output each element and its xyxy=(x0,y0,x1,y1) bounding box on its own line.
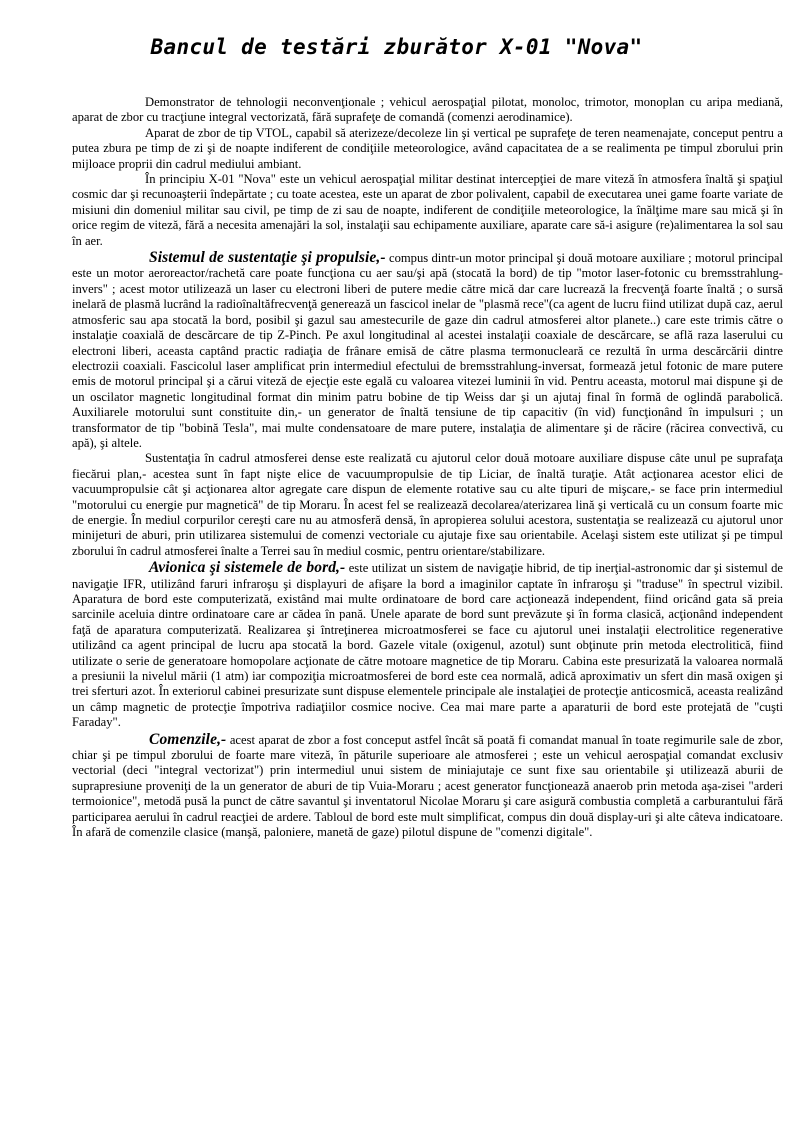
intro-paragraph: În principiu X-01 "Nova" este un vehicul aerospaţial militar destinat intercepţiei de mare viteză în atmosfera înaltă şi spaţiul cosmic dar şi recunoaşterii îndepărtate ; cu toate acestea, este un aparat de zbor polivalent, capabil de executarea unei game foarte variate de misiuni din domeniul militar sau civil, pe timp de zi sau de noapte, indiferent de condiţiile meteorologice, la înălţime mare sau mică şi în orice regim de viteză, fără a necesita amenajări la sol, instalaţii sau echipamente auxiliare, aparate care să-i asigure (re)alimentarea la sol sau în aer. xyxy=(72,172,783,248)
section-avionics xyxy=(72,560,783,730)
section-controls xyxy=(72,732,783,841)
document-body xyxy=(72,95,783,841)
section-paragraph: Sustentaţia în cadrul atmosferei dense este realizată cu ajutorul celor două motoare auxiliare dispuse câte unul pe suprafaţa fiecărui plan,- acestea sunt în fapt nişte elice de vacuumpropulsie de tip Liciar, de înaltă turaţie. Atât acţionarea acestor elici de vacuumpropulsie cât şi acţionarea altor agregate care dispun de elemente rotative sau cu alte tipuri de mişcare,- se face prin intermediul "motorului cu energie pur magnetică" de tip Moraru. În acest fel se realizează decolarea/aterizarea lină şi verticală cu un consum foarte mic de energie. În mediul corpurilor cereşti care nu au atmosferă densă, în apropierea solului acestora, sustentaţia se realizează cu ajutorul unor minijeturi de aburi, prin utilizarea sistemului de comenzi vectoriale cu ajutaje fixe sau orientabile. Acelaşi sistem este utilizat şi pe timpul zborului în cadrul atmosferei înalte a Terrei sau în mediul cosmic, pentru orientare/stabilizare. xyxy=(72,451,783,558)
section-propulsion xyxy=(72,250,783,451)
section-paragraph: este utilizat un sistem de navigaţie hibrid, de tip inerţial-astronomic dar şi sistemul de navigaţie IFR, utilizând faruri infraroşu şi displayuri de afişare la bord a imaginilor captate în infraroşu şi "traduse" în spectrul vizibil. Aparatura de bord este computerizată, existând mai multe ordinatoare de bord care acţionează independent, fiind oricând gata să preia sarcinile aceluia dintre ordinatoare care ar cădea în pană. Unele aparate de bord sunt prevăzute şi în forma clasică, acţionând independent faţă de aparatura computerizată. Realizarea şi întreţinerea microatmosferei se face cu ajutorul unei instalaţii electrolitice regenerative utilizând ca agent principal de lucru apa stocată la bord. Gazele vitale (oxigenul, azotul) sunt obţinute prin metoda electrolitică, fiind utilizate o serie de generatoare homopolare acţionate de către motoare magnetice de tip Moraru. Cabina este presurizată la valoarea normală a presiunii la nivelul mării (1 atm) iar compoziţia microatmosferei de bord este cea normală, adică aproximativ un sfert din masă oxigen şi trei sferturi azot. În exteriorul cabinei presurizate sunt dispuse elementele principale ale instalaţiei de protecţie anticosmică, aceasta realizând un câmp magnetic de protecţie împotriva radiaţiilor cosmice nocive. Cea mai mare parte a aparaturii de bord este protejată de "cuşti Faraday". xyxy=(72,561,783,730)
intro-paragraph: Demonstrator de tehnologii neconvenţionale ; vehicul aerospaţial pilotat, monoloc, trimotor, monoplan cu aripa mediană, aparat de zbor cu tracţiune integral vectorizată, fără suprafeţe de comandă (comenzi aerodinamice). xyxy=(72,95,783,125)
document-title: Bancul de testări zburător X-01 "Nova" xyxy=(150,35,643,59)
section-paragraph: compus dintr-un motor principal şi două motoare auxiliare ; motorul principal este un motor aeroreactor/rachetă care poate funcţiona cu aer sau/şi apă (stocată la bord) de tip "motor laser-fotonic cu bremsstrahlung-invers" ; acest motor utilizează un laser cu electroni liberi de putere medie către mică dar care lucrează la frecvenţă foarte înaltă ; o sursă inelară de plasmă lucrând la radioînaltăfrecvenţă generează un fascicol inelar de "plasmă rece"(ca agent de lucru fiind utilizat după caz, aerul atmosferic sau apa stocată la bord, posibil şi gazul sau amestecurile de gaze din cadrul atmosferei altor planete..) care este trimis către o instalaţie coaxială de descărcare de tip Z-Pinch. Pe axul longitudinal al acestei instalaţii coaxiale de descărcare, se află raza laserului cu electroni liberi, aceasta captând practic radiaţia de frânare emisă de către plasma termonucleară ce rezultă în urma descărcării dintre electrozii coaxiali. Fascicolul laser amplificat prin intermediul efectului de bremsstrahlung-inversat, formează jetul fotonic de mare putere emis de motorul principal şi a cărui viteză de ejecţie este egală cu valoarea vitezei luminii în vid. Pentru aceasta, motorul mai dispune şi de un oscilator magnetic longitudinal format din minim patru bobine de tip Weiss dar şi un ajutaj final în formă de oglindă parabolică. Auxiliarele motorului sunt constituite din,- un generator de înaltă tensiune de tip capacitiv (în vid) funcţionând în impulsuri ; un transformator de tip "bobină Tesla", mai multe condensatoare de mare putere, instalaţia de alimentare şi de răcire (răcirea convectivă, cu apă), şi altele. xyxy=(72,251,783,450)
section-heading-avionics: Avionica şi sistemele de bord,- xyxy=(149,559,346,577)
section-heading-propulsion: Sistemul de sustentaţie şi propulsie,- xyxy=(149,249,386,267)
section-paragraph: acest aparat de zbor a fost conceput astfel încât să poată fi comandat manual în toate regimurile sale de zbor, chiar şi pe timpul zborului de foarte mare viteză, în păturile superioare ale atmosferei ; este un vehicul aerospaţial comandat exclusiv vectorial (deci "integral vectorizat") prin intermediul unui sistem de miniajutaje ce sunt fixe sau orientabile şi utilizează aburii de suprapresiune proveniţi de la un generator de aburi de tip Vuia-Moraru ; acest generator funcţionează anaerob prin metoda aşa-zisei "arderi termoionice", metodă pusă la punct de către savantul şi inventatorul Nicolae Moraru şi care asigură combustia completă a carburantului fără participarea aerului în cadrul reacţiei de ardere. Tabloul de bord este mult simplificat, compus din două display-uri şi alte câteva indicatoare. În afară de comenzile clasice (manşă, paloniere, manetă de gaze) pilotul dispune de "comenzi digitale". xyxy=(72,732,783,840)
section-heading-controls: Comenzile,- xyxy=(149,730,227,748)
intro-paragraph: Aparat de zbor de tip VTOL, capabil să aterizeze/decoleze lin şi vertical pe suprafeţe de teren neamenajate, conceput pentru a putea zbura pe timp de zi şi de noapte indiferent de condiţiile meteorologice, având capacitatea de a se realimenta pe timpul zborului prin mijloace proprii din cadrul mediului ambiant. xyxy=(72,125,783,171)
